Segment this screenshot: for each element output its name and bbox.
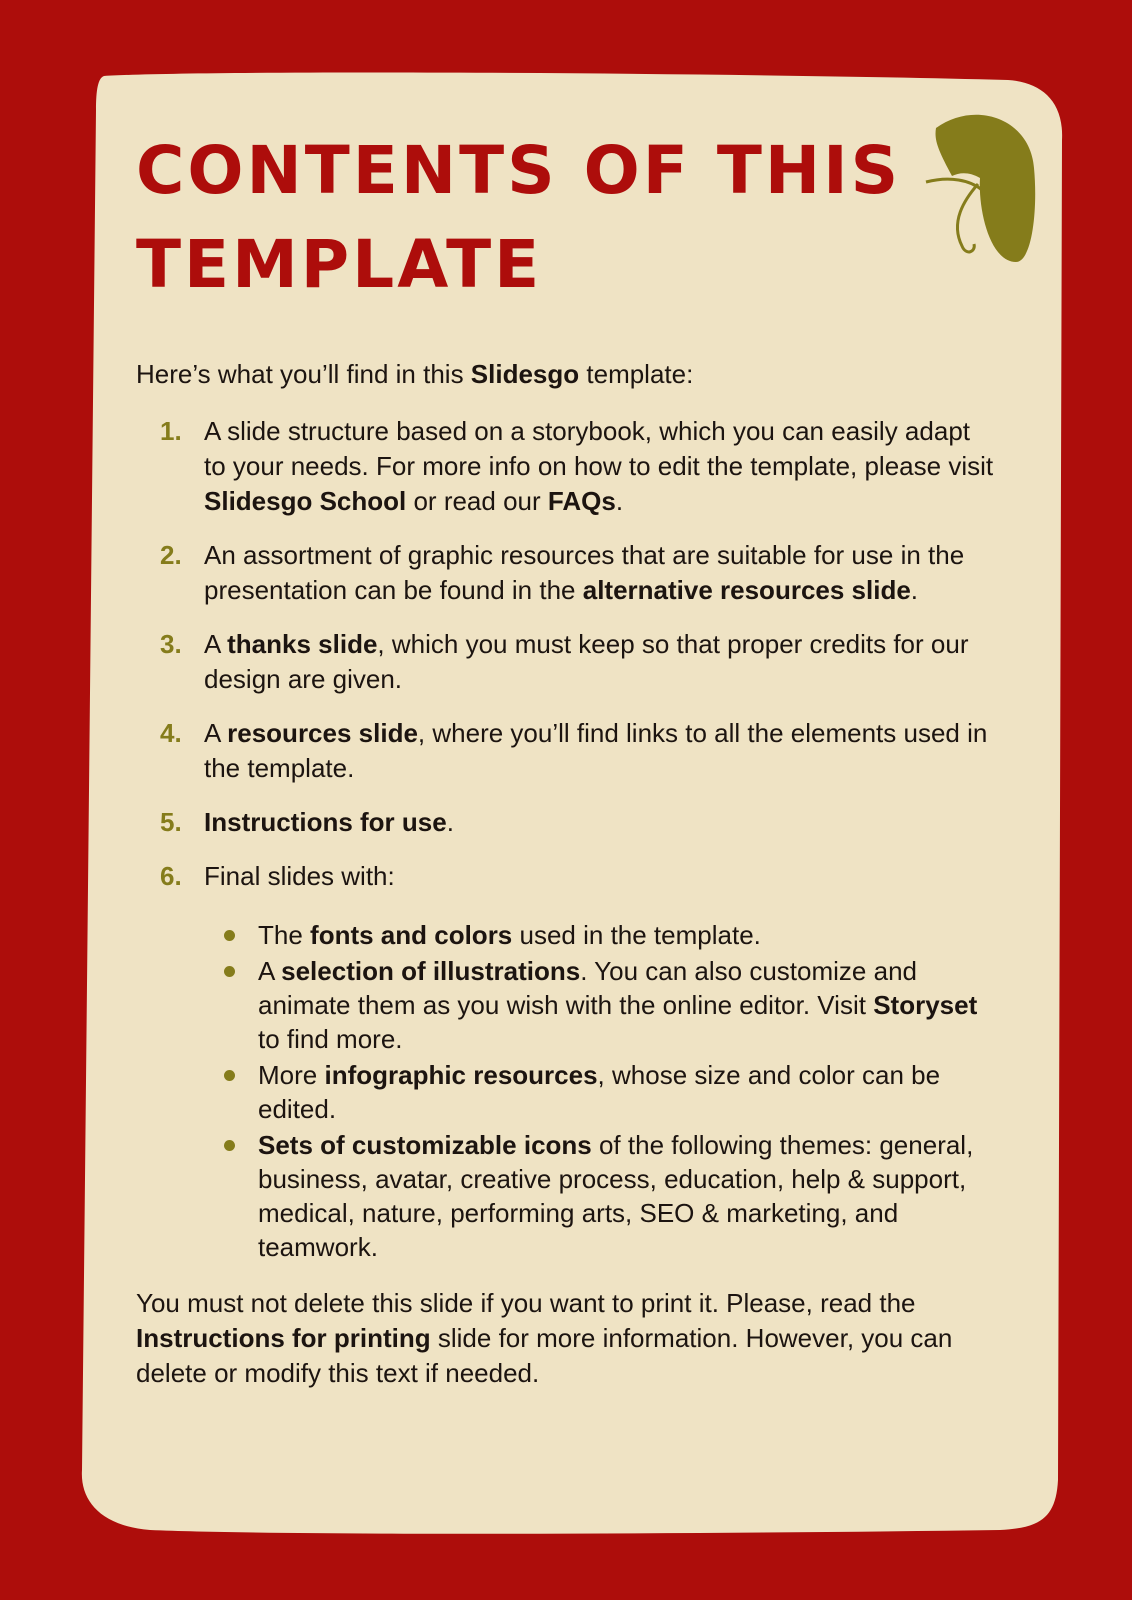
text-segment: of the following themes: general, business, avatar, creative process, education, help & support, medical, nature, performing arts, SEO & marketing, and teamwork.	[258, 1130, 974, 1262]
text-segment: Final slides with:	[204, 861, 395, 891]
sub-list	[204, 918, 996, 1264]
list-item	[136, 859, 996, 1264]
item-number: 2.	[160, 540, 182, 570]
item-number: 5.	[160, 807, 182, 837]
item-number: 6.	[160, 861, 182, 891]
bold-text: thanks slide	[227, 629, 378, 659]
intro-text	[136, 356, 996, 392]
item-text	[204, 861, 395, 891]
item-text	[204, 540, 964, 605]
text-segment: or read our	[406, 486, 548, 516]
intro-pre: Here’s what you’ll find in this	[136, 359, 471, 389]
list-item	[136, 805, 996, 840]
item-text	[204, 718, 987, 783]
list-item	[136, 627, 996, 697]
footer-note	[136, 1286, 996, 1391]
text-segment: You must not delete this slide if you want to print it. Please, read the	[136, 1288, 916, 1318]
item-text	[204, 629, 968, 694]
text-segment: A	[258, 956, 282, 986]
contents-list	[136, 414, 996, 1264]
bullet-icon	[224, 930, 235, 941]
title-line-2: TEMPLATE	[136, 226, 543, 303]
bold-text: selection of illustrations	[281, 956, 581, 986]
sub-list-item	[204, 954, 996, 1056]
text-segment: .	[910, 575, 919, 605]
page-title	[136, 124, 996, 312]
text-segment: A	[204, 629, 228, 659]
item-number: 1.	[160, 416, 182, 446]
text-segment: A	[204, 718, 228, 748]
text-segment: The	[258, 920, 311, 950]
bold-text: infographic resources	[324, 1060, 598, 1090]
list-item	[136, 538, 996, 608]
item-text	[204, 807, 454, 837]
item-number: 4.	[160, 718, 182, 748]
text-segment: , where you’ll find links to all the elements used in the template.	[204, 718, 988, 783]
bullet-icon	[224, 1070, 235, 1081]
bold-text: Instructions for use	[204, 807, 447, 837]
bold-text: FAQs	[547, 486, 616, 516]
text-segment: More	[258, 1060, 325, 1090]
list-item	[136, 414, 996, 519]
brand-name: Slidesgo	[470, 359, 580, 389]
bold-text: resources slide	[227, 718, 418, 748]
text-segment: .	[615, 486, 624, 516]
text-segment: , which you must keep so that proper credits for our design are given.	[204, 629, 969, 694]
bullet-icon	[224, 1140, 235, 1151]
intro-post: template:	[579, 359, 694, 389]
text-segment: A slide structure based on a storybook, which you can easily adapt to your needs. For more info on how to edit the template, please visit	[204, 416, 994, 481]
text-segment: , whose size and color can be edited.	[258, 1060, 941, 1124]
sub-list-item	[204, 918, 996, 952]
text-segment: used in the template.	[512, 920, 761, 950]
text-segment: slide for more information. However, you can delete or modify this text if needed.	[136, 1323, 953, 1388]
text-segment: An assortment of graphic resources that are suitable for use in the presentation can be found in the	[204, 540, 965, 605]
bold-text: Sets of customizable icons	[258, 1130, 592, 1160]
text-segment: to find more.	[258, 1024, 403, 1054]
bold-text: fonts and colors	[310, 920, 513, 950]
sub-list-item	[204, 1128, 996, 1264]
list-item	[136, 716, 996, 786]
bold-text: alternative resources slide	[582, 575, 911, 605]
bold-text: Slidesgo School	[204, 486, 407, 516]
bold-text: Instructions for printing	[136, 1323, 431, 1353]
slide-content	[136, 124, 996, 1391]
title-line-1: CONTENTS OF THIS	[136, 132, 902, 209]
sub-list-item	[204, 1058, 996, 1126]
text-segment: .	[446, 807, 454, 837]
item-text	[204, 416, 993, 516]
bold-text: Storyset	[873, 990, 978, 1020]
item-number: 3.	[160, 629, 182, 659]
bullet-icon	[224, 966, 235, 977]
text-segment: . You can also customize and animate them as you wish with the online editor. Visit	[258, 956, 917, 1020]
